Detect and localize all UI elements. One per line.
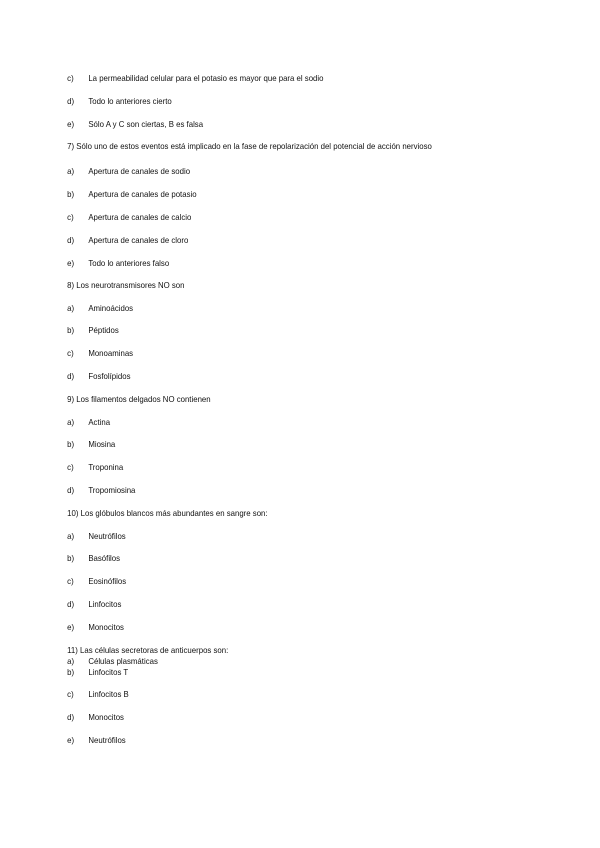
option-label: d) — [67, 96, 75, 106]
option-text: Eosinófilos — [88, 576, 127, 586]
question-text: 8) Los neurotransmisores NO son — [67, 280, 185, 290]
option-label: a) — [67, 417, 75, 427]
option-label: c) — [67, 689, 74, 699]
option-label: a) — [67, 656, 75, 666]
option-text: Todo lo anteriores falso — [88, 258, 170, 268]
option-text: Actina — [88, 417, 111, 427]
option-label: b) — [67, 189, 75, 199]
option-text: Péptidos — [88, 325, 119, 335]
option-text: Aminoácidos — [88, 303, 134, 313]
option-label: d) — [67, 599, 75, 609]
option-label: b) — [67, 667, 75, 677]
option-label: e) — [67, 735, 75, 745]
option-label: c) — [67, 576, 74, 586]
option-label: a) — [67, 531, 75, 541]
option-text: Sólo A y C son ciertas, B es falsa — [88, 119, 204, 129]
option-label: b) — [67, 439, 75, 449]
option-text: Neutrófilos — [88, 531, 126, 541]
option-label: b) — [67, 553, 75, 563]
option-text: Troponina — [88, 462, 124, 472]
option-text: Apertura de canales de potasio — [88, 189, 197, 199]
option-label: e) — [67, 622, 75, 632]
option-text: Linfocitos — [88, 599, 122, 609]
option-text: Monocitos — [88, 622, 124, 632]
option-label: c) — [67, 73, 74, 83]
option-text: Linfocitos B — [88, 689, 129, 699]
option-text: Células plasmáticas — [88, 656, 158, 666]
option-text: Basófilos — [88, 553, 121, 563]
option-label: e) — [67, 258, 75, 268]
option-label: c) — [67, 462, 74, 472]
option-label: d) — [67, 371, 75, 381]
option-text: Apertura de canales de sodio — [88, 166, 191, 176]
option-text: Monoaminas — [88, 348, 134, 358]
option-text: Apertura de canales de calcio — [88, 212, 192, 222]
option-text: Todo lo anteriores cierto — [88, 96, 172, 106]
option-text: Neutrófilos — [88, 735, 126, 745]
question-text: 11) Las células secretoras de anticuerpos son: — [67, 645, 229, 655]
option-text: Apertura de canales de cloro — [88, 235, 189, 245]
option-text: Fosfolípidos — [88, 371, 131, 381]
option-text: Miosina — [88, 439, 116, 449]
option-label: d) — [67, 235, 75, 245]
option-text: Monocitos — [88, 712, 124, 722]
option-label: a) — [67, 166, 75, 176]
option-label: a) — [67, 303, 75, 313]
option-label: c) — [67, 212, 74, 222]
option-label: e) — [67, 119, 75, 129]
question-text: 7) Sólo uno de estos eventos está implicado en la fase de repolarización del potencial de acción nervioso — [67, 141, 432, 151]
option-label: c) — [67, 348, 74, 358]
option-label: d) — [67, 485, 75, 495]
option-text: Linfocitos T — [88, 667, 129, 677]
question-text: 10) Los glóbulos blancos más abundantes en sangre son: — [67, 508, 268, 518]
question-text: 9) Los filamentos delgados NO contienen — [67, 394, 211, 404]
option-text: Tropomiosina — [88, 485, 136, 495]
option-label: d) — [67, 712, 75, 722]
option-label: b) — [67, 325, 75, 335]
option-text: La permeabilidad celular para el potasio es mayor que para el sodio — [88, 73, 324, 83]
